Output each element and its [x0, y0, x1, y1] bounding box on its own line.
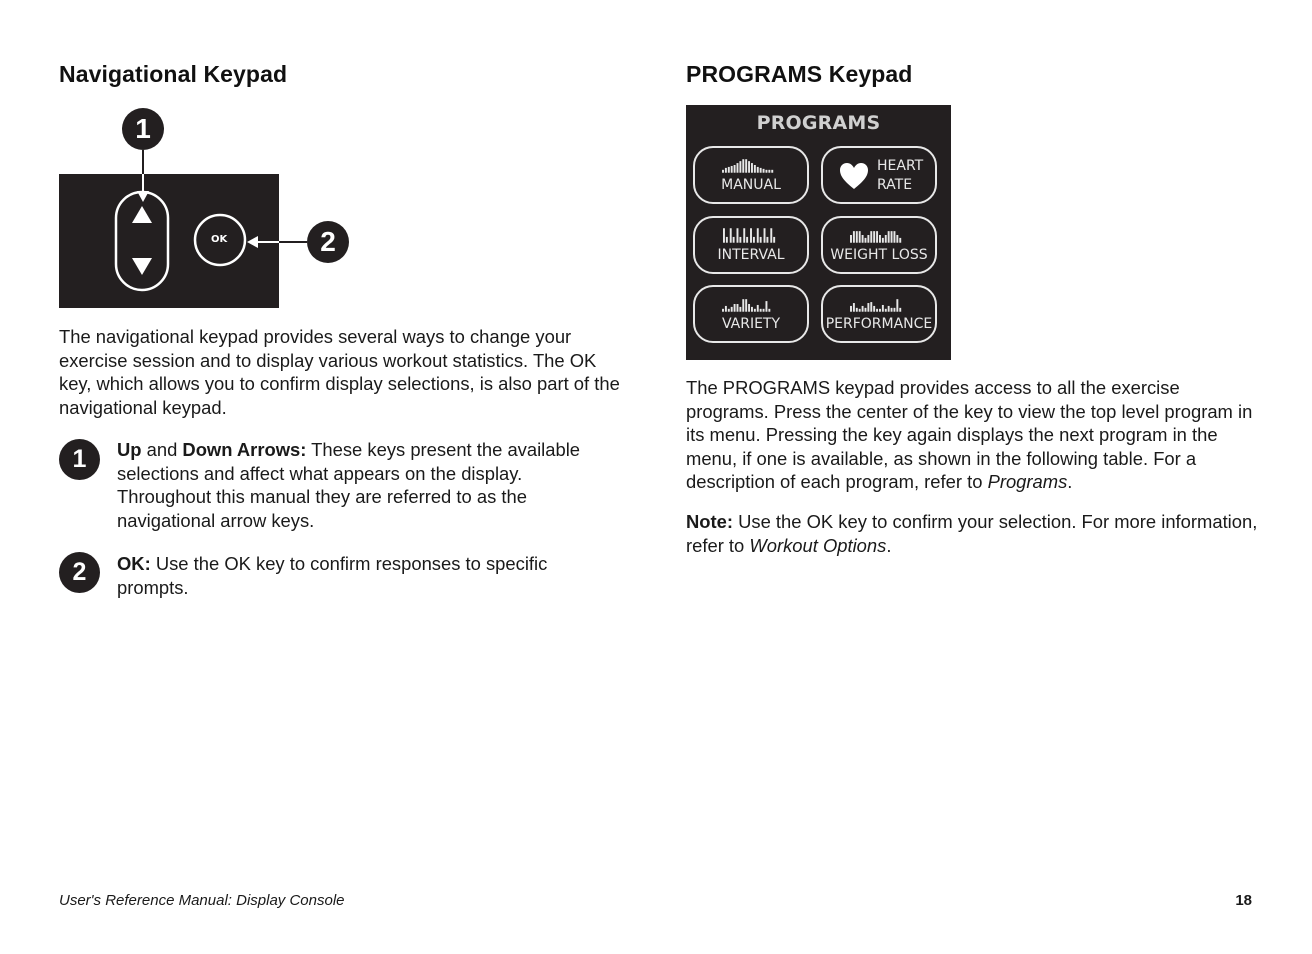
heart-icon	[839, 162, 869, 190]
item-number-badge: 1	[59, 439, 100, 480]
heart-rate-key[interactable]	[821, 146, 937, 204]
item-description: OK: Use the OK key to confirm responses to specific prompts.	[117, 553, 548, 598]
list-item-2	[59, 552, 629, 612]
interval-profile-icon	[695, 227, 807, 243]
manual-profile-icon	[695, 157, 807, 173]
weight-loss-key-label: WEIGHT LOSS	[830, 247, 928, 263]
item-description: Up and Down Arrows: These keys present the available selections and affect what appears on the display. Throughout this manual they are referred to as the navigational arrow keys.	[117, 439, 581, 531]
variety-key-label: VARIETY	[721, 316, 781, 332]
programs-keypad-intro: The PROGRAMS keypad provides access to all the exercise programs. Press the center of the key to view the top level program in its menu. Pressing the key again displays the next program in the menu, if one is available, as shown in the following table. For a description of each program, refer to Programs.	[686, 377, 1253, 493]
callout-2: 2	[307, 221, 349, 263]
navigational-keypad-heading: Navigational Keypad	[59, 61, 288, 87]
weight-loss-profile-icon	[823, 227, 935, 243]
performance-profile-icon	[823, 296, 935, 312]
performance-key[interactable]	[821, 285, 937, 343]
callout-1: 1	[122, 108, 164, 150]
programs-keypad-heading: PROGRAMS Keypad	[686, 61, 913, 87]
page-number: 18	[1235, 892, 1252, 909]
up-arrow-icon[interactable]	[132, 206, 152, 223]
item-number-badge: 2	[59, 552, 100, 593]
footer-manual-title: User's Reference Manual: Display Console	[59, 892, 345, 909]
programs-reference: Programs	[987, 471, 1068, 493]
variety-profile-icon	[695, 296, 807, 312]
manual-key[interactable]	[693, 146, 809, 204]
workout-options-reference: Workout Options	[749, 534, 887, 556]
weight-loss-key[interactable]	[821, 216, 937, 274]
programs-keypad-panel	[686, 105, 951, 360]
programs-panel-title: PROGRAMS	[756, 112, 881, 134]
navigational-keypad-intro: The navigational keypad provides several ways to change your exercise session and to display various workout statistics. The OK key, which allows you to confirm display selections, is also part of the navigational keypad.	[59, 326, 620, 418]
callout-2-arrowhead	[247, 236, 258, 248]
keypad-drawing	[59, 108, 359, 313]
navigational-keypad-figure	[59, 108, 359, 313]
manual-key-label: MANUAL	[721, 177, 781, 193]
ok-key-label: OK	[211, 234, 228, 245]
down-arrow-icon[interactable]	[132, 258, 152, 275]
programs-note: Note: Use the OK key to confirm your selection. For more information, refer to Workout Options.	[686, 511, 1258, 556]
variety-key[interactable]	[693, 285, 809, 343]
performance-key-label: PERFORMANCE	[825, 316, 933, 332]
interval-key[interactable]	[693, 216, 809, 274]
interval-key-label: INTERVAL	[717, 247, 785, 263]
heart-rate-key-label: HEART RATE	[877, 158, 924, 193]
list-item-1	[59, 438, 629, 538]
